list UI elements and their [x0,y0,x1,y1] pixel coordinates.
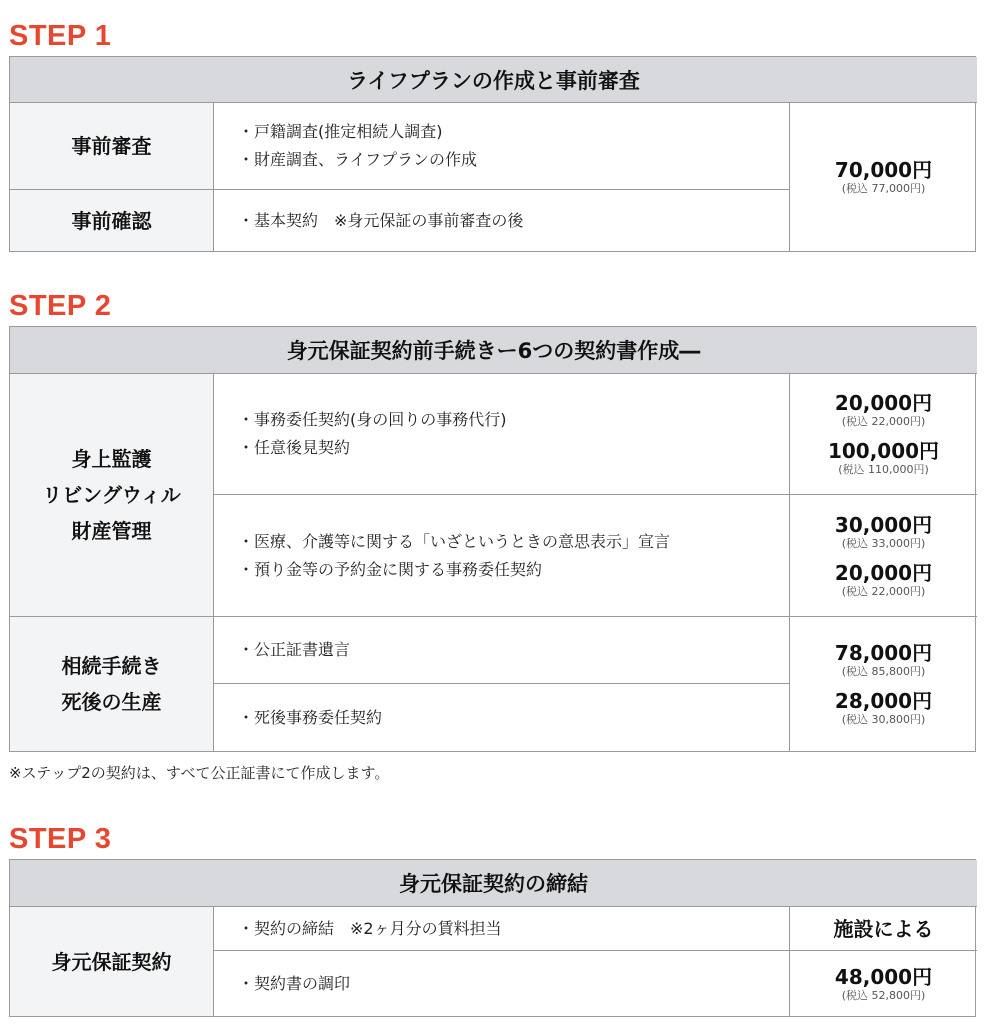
step1-price [790,103,977,251]
price-amount: 20,000円 [834,391,933,415]
step1-table-header: ライフプランの作成と事前審査 [10,57,977,103]
step1-items-confirm [214,190,790,251]
list-item: ・公正証書遺言 [238,640,351,659]
step3-category-guarantee: 身元保証契約 [10,907,214,1016]
category-line: リビングウィル [42,483,181,507]
step2-items-posthumous [214,684,790,751]
category-line: 身上監護 [71,447,152,471]
step3-price-conclusion [790,907,977,951]
list-item: ・基本契約 ※身元保証の事前審査の後 [238,210,524,230]
price-tax: (税込 110,000円) [838,463,929,476]
step2-category-inheritance [10,617,214,751]
step3-title: STEP 3 [9,823,112,855]
list-item: ・預り金等の予約金に関する事務委任契約 [238,559,543,579]
step2-title: STEP 2 [9,290,112,322]
list-item: ・契約書の調印 [238,973,351,993]
step1-items-prescreen [214,103,790,190]
price-amount: 20,000円 [834,560,933,585]
price-amount: 100,000円 [827,439,940,463]
step3-table [9,859,976,1017]
step3-item-conclusion [214,907,790,951]
price-amount: 施設による [833,916,934,941]
list-item: ・医療、介護等に関する「いざというときの意思表示」宣言 [238,531,671,551]
step1-table [9,56,976,252]
step1-category-prescreen: 事前審査 [10,103,214,190]
category-line: 相続手続き [61,654,162,678]
step3-price-signing [790,951,977,1016]
step2-prices-inheritance [790,617,977,751]
price-tax: (税込 22,000円) [841,584,926,598]
price-tax: (税込 22,000円) [841,415,926,428]
price-amount: 48,000円 [834,964,933,989]
price-tax: (税込 77,000円) [841,182,926,195]
list-item: ・事務委任契約(身の回りの事務代行) [238,410,507,429]
category-line: 財産管理 [71,519,152,543]
price-tax: (税込 52,800円) [841,988,926,1002]
step1-title: STEP 1 [9,20,112,52]
list-item: ・契約の締結 ※2ヶ月分の賃料担当 [238,918,502,938]
step3-table-header: 身元保証契約の締結 [10,860,977,907]
list-item: ・戸籍調査(推定相続人調査) [238,122,443,141]
price-tax: (税込 85,800円) [841,665,926,678]
step2-category-guardianship [10,374,214,617]
step3-item-signing [214,951,790,1016]
step2-prices-contracts-b [790,495,977,617]
step1-category-confirm: 事前確認 [10,190,214,251]
price-tax: (税込 30,800円) [841,713,926,726]
category-line: 死後の生産 [61,690,162,714]
price-amount: 70,000円 [834,158,933,182]
list-item: ・死後事務委任契約 [238,707,383,727]
step2-table-header: 身元保証契約前手続きー6つの契約書作成― [10,327,977,374]
step2-items-will [214,617,790,684]
step2-table [9,326,976,752]
price-amount: 30,000円 [834,512,933,537]
step2-items-contracts-b [214,495,790,617]
step2-note: ※ステップ2の契約は、すべて公正証書にて作成します。 [9,764,390,782]
list-item: ・財産調査、ライフプランの作成 [238,150,478,169]
step2-prices-contracts-a [790,374,977,495]
price-amount: 78,000円 [834,641,933,665]
step2-items-contracts-a [214,374,790,495]
list-item: ・任意後見契約 [238,438,351,457]
price-amount: 28,000円 [834,689,933,713]
price-tax: (税込 33,000円) [841,536,926,550]
